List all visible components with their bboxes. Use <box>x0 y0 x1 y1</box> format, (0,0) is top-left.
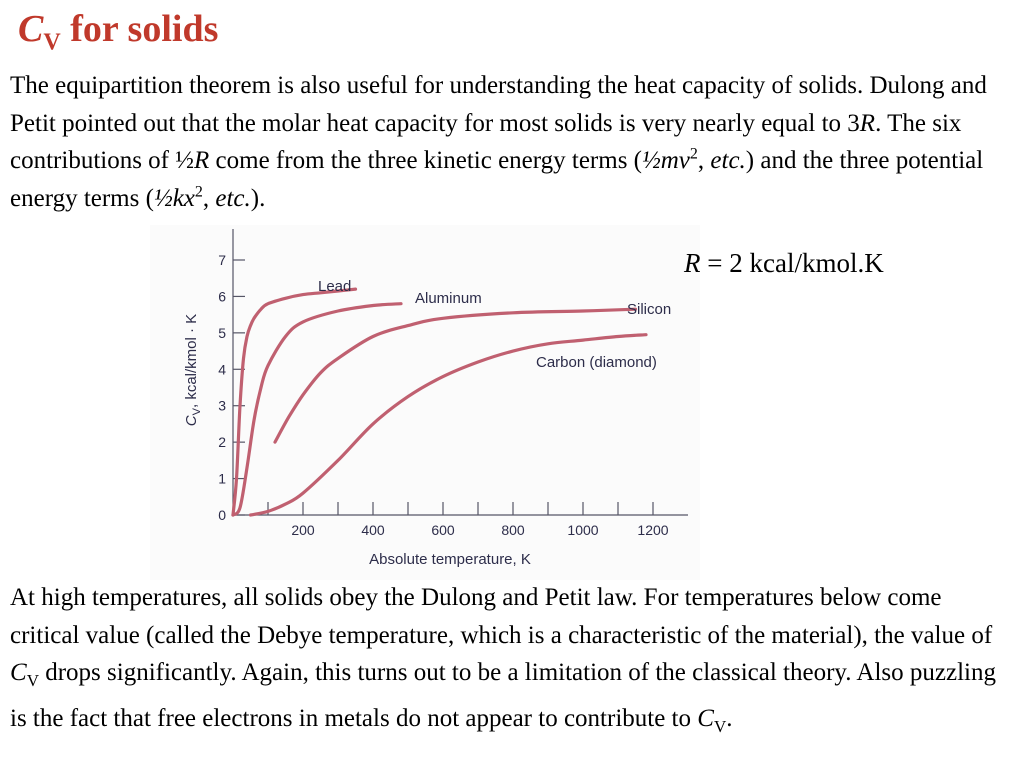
y-tick-label: 2 <box>218 434 226 451</box>
y-axis-label <box>183 314 203 426</box>
paragraph-equipartition <box>10 67 1015 218</box>
p1-text-5: ) and the three potential energy terms ( <box>10 147 984 213</box>
paragraph-dulong-petit <box>10 579 1015 746</box>
y-tick-label: 4 <box>218 361 226 378</box>
p1-kinetic-term: ½mv <box>642 147 690 175</box>
x-tick-label: 200 <box>291 522 315 538</box>
y-tick-label: 1 <box>218 470 226 487</box>
y-tick-label: 5 <box>218 324 226 341</box>
p1-var-r-1: R <box>859 109 876 137</box>
title-cv-symbol: C <box>18 8 44 50</box>
x-tick-label: 1000 <box>567 522 599 538</box>
y-tick-label: 7 <box>218 252 226 268</box>
chart-axes <box>218 229 688 538</box>
p1-etc-1: etc. <box>710 147 746 175</box>
p1-potential-term: ½kx <box>153 185 195 213</box>
x-axis-label: Absolute temperature, K <box>369 551 531 568</box>
y-axis-label-symbol: C <box>183 415 200 427</box>
p2-cv-symbol-1: C <box>10 659 27 687</box>
p1-text-7: ). <box>250 185 266 213</box>
y-tick-label: 0 <box>218 507 226 523</box>
series-label-aluminum: Aluminum <box>415 290 482 307</box>
chart-series <box>233 289 646 515</box>
p1-text-3: come from the three kinetic energy terms ( <box>209 147 642 175</box>
p1-var-r-2: R <box>194 147 210 175</box>
p2-text-1: At high temperatures, all solids obey the Dulong and Petit law. For temperatures below come critical value (called the Debye temperature, which is a characteristic of the material), the value of <box>10 584 993 649</box>
x-tick-label: 400 <box>361 522 385 538</box>
r-symbol: R <box>684 248 701 278</box>
p1-text-2: . The six contributions of ½ <box>10 109 962 175</box>
p2-text-3: . <box>726 705 733 733</box>
p1-text-1: The equipartition theorem is also useful for understanding the heat capacity of solids. Dulong and Petit pointed out that the molar heat capacity for most solids is very nearly equal to 3 <box>10 72 987 137</box>
x-tick-label: 1200 <box>637 522 669 538</box>
p2-cv-symbol-2: C <box>697 705 714 733</box>
p2-text-2: drops significantly. Again, this turns out to be a limitation of the classical theory. Also puzzling is the fact that free electrons in metals do not appear to contribute to <box>10 659 996 733</box>
gas-constant-value <box>684 248 884 279</box>
p1-text-6: , <box>202 185 216 213</box>
heat-capacity-chart <box>140 225 700 580</box>
p1-potential-exponent: 2 <box>194 183 203 201</box>
y-axis-label-rest: , kcal/kmol · K <box>183 313 200 408</box>
p2-cv-subscript-2: V <box>713 717 727 737</box>
title-text: for solids <box>60 8 219 50</box>
y-tick-label: 6 <box>218 288 226 305</box>
series-label-carbon-diamond: Carbon (diamond) <box>536 354 657 371</box>
x-tick-label: 800 <box>501 522 525 538</box>
title-cv-subscript: V <box>43 29 61 56</box>
p2-cv-subscript-1: V <box>26 671 39 691</box>
x-tick-label: 600 <box>431 522 455 538</box>
p1-etc-2: etc. <box>215 185 251 213</box>
slide-title <box>18 8 218 57</box>
y-tick-label: 3 <box>218 397 226 414</box>
series-label-silicon: Silicon <box>627 301 672 318</box>
r-value-text: = 2 kcal/kmol.K <box>700 248 884 278</box>
series-line-lead <box>233 289 356 515</box>
series-label-lead: Lead <box>318 278 352 295</box>
series-line-silicon <box>275 309 636 442</box>
p1-kinetic-exponent: 2 <box>689 146 698 164</box>
y-axis-label-subscript: V <box>191 408 203 416</box>
p1-text-4: , <box>697 147 711 175</box>
